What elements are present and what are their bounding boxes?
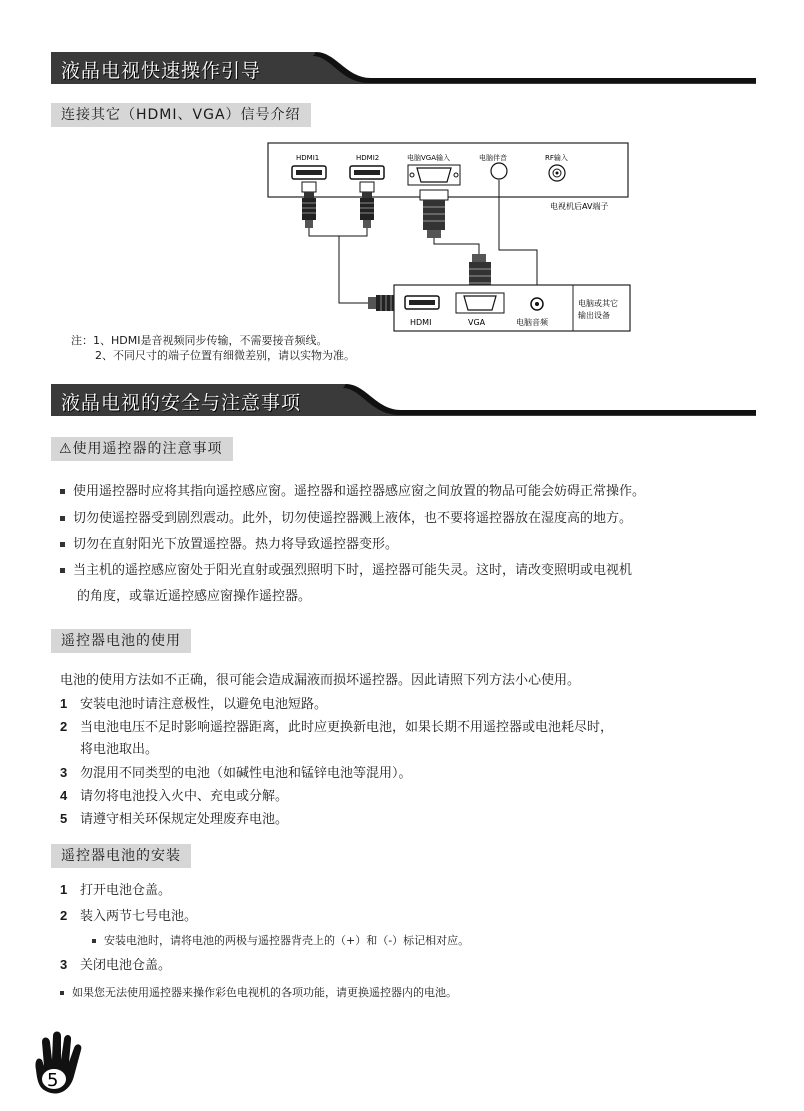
connect-note-1: 注：1、HDMI是音视频同步传输，不需要接音频线。 [71, 334, 328, 347]
battery-use-intro: 电池的使用方法如不正确，很可能会造成漏液而损坏遥控器。因此请照下列方法小心使用。 [60, 673, 581, 688]
section-title: 液晶电视的安全与注意事项 [61, 392, 302, 414]
tv-caption: 电视机后AV端子 [550, 202, 609, 211]
connect-subhead: 连接其它（HDMI、VGA）信号介绍 [51, 103, 311, 127]
page-number: 5 [47, 1070, 59, 1091]
final-note: 如果您无法使用遥控器来操作彩色电视机的各项功能，请更换遥控器内的电池。 [60, 983, 457, 1003]
list-item: 2 当电池电压不足时影响遥控器距离，此时应更换新电池，如果长期不用遥控器或电池耗尽时， [60, 719, 614, 735]
tv-port-label-rf: RF输入 [545, 154, 568, 162]
hand-page-number-icon [28, 1030, 88, 1100]
list-item: 4 请勿将电池投入火中、充电或分解。 [60, 788, 289, 804]
list-item: 5 请遵守相关环保规定处理废弃电池。 [60, 811, 289, 827]
list-item: 使用遥控器时应将其指向遥控感应窗。遥控器和遥控器感应窗之间放置的物品可能会妨碍正常操作。 [60, 482, 645, 502]
battery-use-subhead: 遥控器电池的使用 [51, 629, 191, 653]
connect-note-2: 2、不同尺寸的端子位置有细微差别，请以实物为准。 [95, 349, 355, 362]
list-item: 3 关闭电池仓盖。 [60, 957, 172, 973]
pc-port-label-audio: 电脑音频 [516, 318, 548, 327]
hdmi-plug-2-icon [360, 182, 374, 228]
vga-plug-top-icon [420, 190, 448, 238]
pc-caption-line1: 电脑或其它 [578, 299, 618, 308]
warning-icon: ⚠ [59, 441, 73, 457]
list-item: 切勿在直射阳光下放置遥控器。热力将导致遥控器变形。 [60, 535, 398, 555]
section-banner-safety [51, 384, 756, 416]
list-item-continuation: 的角度，或靠近遥控感应窗操作遥控器。 [77, 589, 312, 604]
list-item-continuation: 将电池取出。 [80, 742, 159, 757]
tv-port-label-audio: 电脑伴音 [479, 154, 507, 162]
list-item: 1 打开电池仓盖。 [60, 882, 172, 898]
list-item: 当主机的遥控感应窗处于阳光直射或强烈照明下时，遥控器可能失灵。这时，请改变照明或电视机 [60, 561, 632, 581]
list-item: 1 安装电池时请注意极性，以避免电池短路。 [60, 696, 328, 712]
tv-port-label-hdmi1: HDMI1 [296, 154, 320, 162]
remote-caution-subhead-text: 使用遥控器的注意事项 [72, 441, 223, 457]
battery-install-subhead: 遥控器电池的安装 [51, 844, 191, 868]
remote-caution-subhead [51, 437, 233, 461]
section-banner-quick-guide [51, 52, 756, 84]
list-item: 3 勿混用不同类型的电池（如碱性电池和锰锌电池等混用）。 [60, 765, 412, 781]
connection-diagram [260, 140, 640, 340]
tv-port-label-vga: 电脑VGA输入 [407, 154, 451, 162]
pc-port-label-hdmi: HDMI [410, 318, 432, 327]
pc-caption-line2: 输出设备 [578, 311, 610, 320]
list-item: 切勿使遥控器受到剧烈震动。此外，切勿使遥控器溅上液体，也不要将遥控器放在湿度高的地方。 [60, 509, 632, 529]
pc-port-label-vga: VGA [468, 318, 486, 327]
list-item: 2 装入两节七号电池。 [60, 908, 198, 924]
tv-port-label-hdmi2: HDMI2 [356, 154, 380, 162]
audio-port-icon [491, 163, 507, 179]
hdmi-plug-1-icon [302, 182, 316, 228]
list-sub-note: 安装电池时，请将电池的两极与遥控器背壳上的（+）和（-）标记相对应。 [92, 931, 469, 951]
section-title: 液晶电视快速操作引导 [61, 60, 262, 82]
